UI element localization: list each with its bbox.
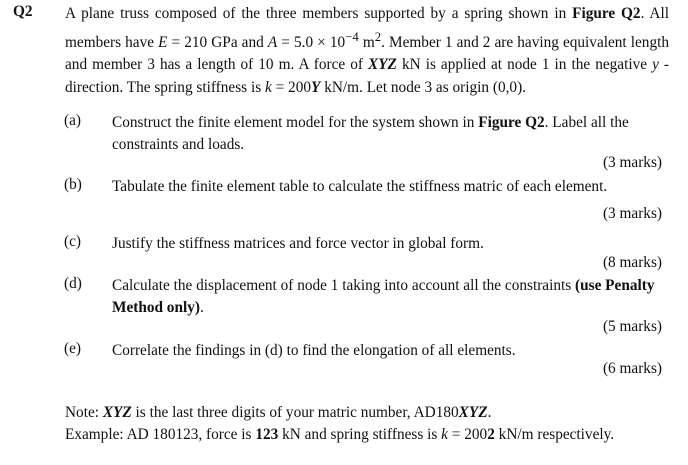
symbol-A: A: [267, 33, 278, 51]
part-c-marks: (8 marks): [602, 254, 662, 271]
figure-ref: Figure Q2: [478, 114, 545, 131]
intro-text: = 5.0 × 10: [277, 33, 346, 51]
note-variable: XYZ: [458, 404, 488, 421]
exponent: 2: [374, 29, 382, 44]
question-number: Q2: [13, 3, 33, 20]
intro-text: = 200: [271, 78, 312, 96]
part-e-label: (e): [64, 340, 81, 357]
part-text: .: [199, 299, 204, 316]
note-text: Note:: [65, 404, 103, 421]
intro-text: - direction. The spring stiffness is: [65, 56, 669, 96]
method-instruction: (use Penalty Method only): [112, 277, 655, 316]
symbol-y: y: [652, 56, 659, 74]
intro-text: A plane truss composed of the three members supported by a spring shown in: [65, 5, 573, 22]
note-text: kN and spring stiffness is: [278, 426, 442, 443]
note-bold-value: 2: [487, 426, 495, 443]
part-c-label: (c): [64, 233, 81, 250]
part-a-label: (a): [64, 112, 81, 129]
note-text: .: [487, 404, 492, 421]
part-b-marks: (3 marks): [602, 205, 662, 222]
part-a-text: [112, 112, 664, 156]
part-text: Calculate the displacement of node 1 taking into account all the constraints: [112, 277, 576, 294]
intro-text: kN/m. Let node 3 as origin (0,0).: [320, 78, 526, 96]
part-e-text: Correlate the findings in (d) to find the elongation of all elements.: [112, 342, 516, 359]
exponent: −4: [345, 29, 359, 44]
note-line-2: [65, 424, 675, 446]
question-intro: [65, 3, 669, 99]
note-text: kN/m respectively.: [494, 426, 615, 443]
part-b-label: (b): [64, 176, 82, 193]
part-text: . Label all the constraints and loads.: [112, 114, 629, 153]
symbol-k: k: [264, 78, 272, 96]
note: [65, 402, 675, 446]
note-text: = 200: [447, 426, 488, 443]
part-e-marks: (6 marks): [602, 360, 662, 377]
note-line-1: [65, 402, 675, 424]
part-d-label: (d): [64, 275, 82, 292]
part-text: Construct the finite element model for the system shown in: [112, 114, 479, 131]
symbol-Y: Y: [311, 78, 321, 96]
part-a-marks: (3 marks): [602, 154, 662, 171]
symbol-E: E: [158, 33, 168, 51]
intro-text: . All members have: [65, 5, 669, 51]
figure-ref: Figure Q2: [572, 5, 641, 22]
note-variable: XYZ: [102, 404, 132, 421]
part-c-text: Justify the stiffness matrices and force vector in global form.: [112, 235, 484, 252]
intro-text: kN is applied at node 1 in the negative: [396, 56, 653, 74]
intro-text: = 210 GPa and: [167, 33, 268, 51]
note-bold-value: 123: [255, 426, 279, 443]
intro-text: m: [358, 33, 375, 51]
part-d-text: [112, 275, 664, 319]
note-text: is the last three digits of your matric number, AD180: [131, 404, 459, 421]
note-text: Example: AD 180123, force is: [65, 426, 256, 443]
part-b-text: Tabulate the finite element table to calculate the stiffness matric of each element.: [112, 178, 608, 195]
force-variable: XYZ: [368, 56, 397, 74]
intro-text: . Member 1 and 2 are having equivalent length and member 3 has a length of 10 m. A force of: [65, 33, 669, 74]
part-d-marks: (5 marks): [602, 318, 662, 335]
symbol-k: k: [441, 426, 448, 443]
